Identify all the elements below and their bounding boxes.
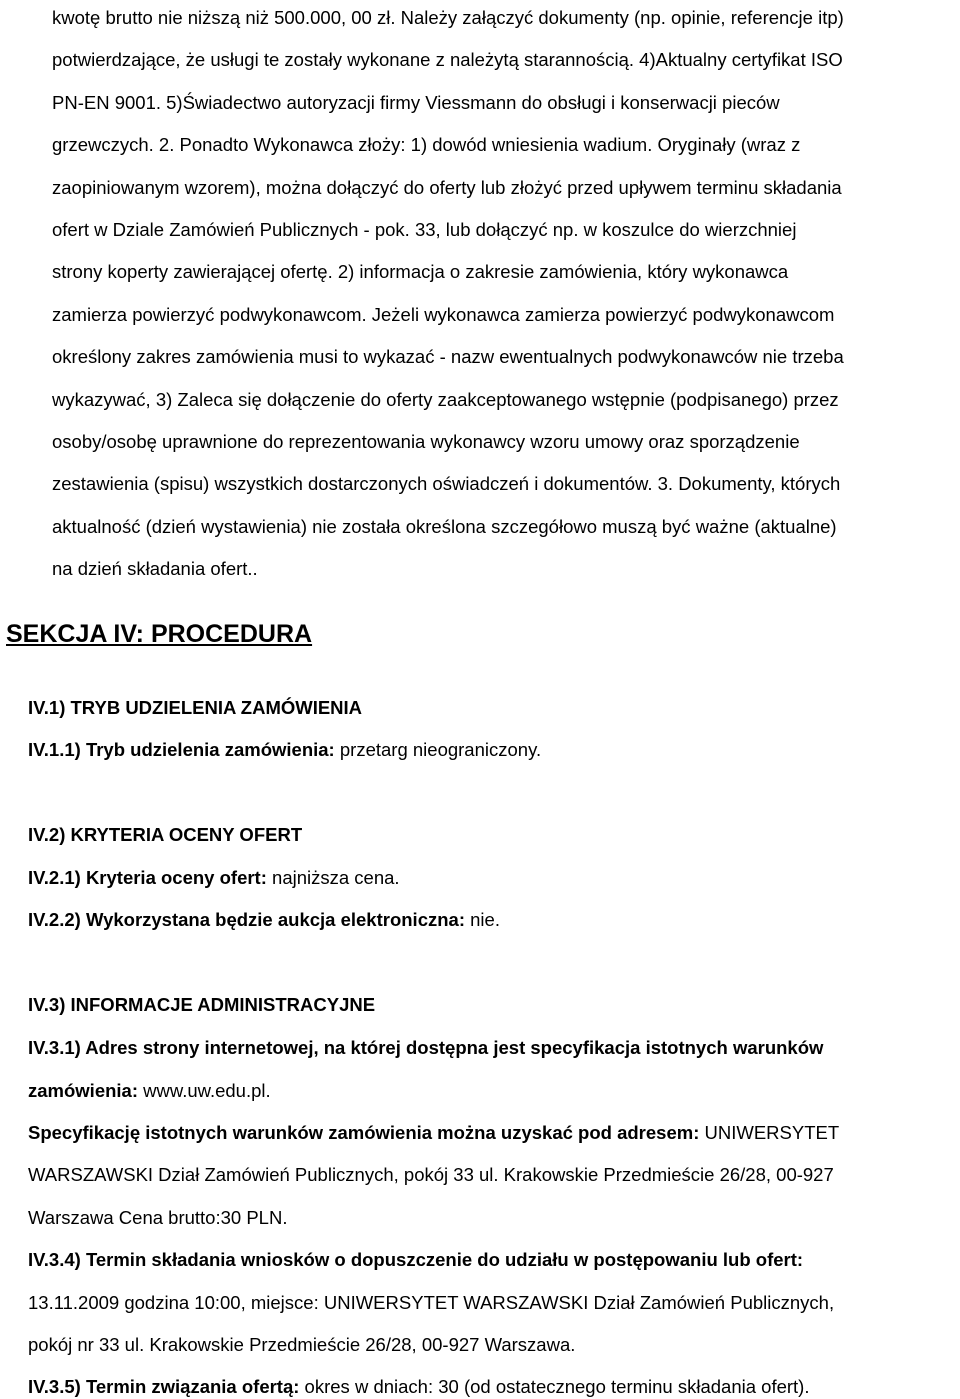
intro-line: zaopiniowanym wzorem), można dołączyć do oferty lub złożyć przed upływem terminu składania	[52, 176, 842, 198]
intro-line: określony zakres zamówienia musi to wykazać - nazw ewentualnych podwykonawców nie trzeba	[52, 346, 844, 368]
intro-line: osoby/osobę uprawnione do reprezentowania wykonawcy wzoru umowy oraz sporządzenie	[52, 431, 800, 453]
iv1-heading: IV.1) TRYB UDZIELENIA ZAMÓWIENIA	[28, 697, 363, 718]
iv11-row	[28, 739, 541, 761]
intro-line: aktualność (dzień wystawienia) nie została określona szczegółowo muszą być ważne (aktualne)	[52, 515, 837, 537]
spec-value-line3: Warszawa Cena brutto:30 PLN.	[28, 1207, 288, 1228]
iv21-value: najniższa cena.	[266, 867, 400, 888]
iv22-row	[28, 909, 500, 931]
intro-line: PN-EN 9001. 5)Świadectwo autoryzacji firmy Viessmann do obsługi i konserwacji pieców	[52, 91, 780, 113]
iv22-value: nie.	[465, 909, 500, 930]
iv31-label-line2: zamówienia:	[28, 1080, 138, 1101]
intro-line: potwierdzające, że usługi te zostały wykonane z należytą starannością. 4)Aktualny certyfikat ISO	[52, 49, 843, 71]
iv11-label: IV.1.1) Tryb udzielenia zamówienia:	[28, 739, 335, 760]
intro-line: zestawienia (spisu) wszystkich dostarczonych oświadczeń i dokumentów. 3. Dokumenty, których	[52, 473, 841, 495]
intro-line: na dzień składania ofert..	[52, 558, 258, 580]
spec-value-line2: WARSZAWSKI Dział Zamówień Publicznych, pokój 33 ul. Krakowskie Przedmieście 26/28, 00-927	[28, 1164, 834, 1185]
intro-paragraph	[52, 0, 960, 591]
intro-line: ofert w Dziale Zamówień Publicznych - pok. 33, lub dołączyć np. w koszulce do wierzchniej	[52, 219, 797, 241]
iv2-heading: IV.2) KRYTERIA OCENY OFERT	[28, 824, 303, 845]
iv34-label: IV.3.4) Termin składania wniosków o dopuszczenie do udziału w postępowaniu lub ofert:	[28, 1249, 804, 1270]
intro-line: zamierza powierzyć podwykonawcom. Jeżeli wykonawca zamierza powierzyć podwykonawcom	[52, 303, 835, 325]
spec-value-line1: UNIWERSYTET	[699, 1122, 840, 1143]
spec-row	[28, 1122, 839, 1144]
iv31-label-line1: IV.3.1) Adres strony internetowej, na której dostępna jest specyfikacja istotnych warunków	[28, 1037, 824, 1058]
section-title: SEKCJA IV: PROCEDURA	[6, 620, 313, 648]
iv34-value-line2: pokój nr 33 ul. Krakowskie Przedmieście 26/28, 00-927 Warszawa.	[28, 1334, 576, 1355]
intro-line: grzewczych. 2. Ponadto Wykonawca złoży: 1) dowód wniesienia wadium. Oryginały (wraz z	[52, 134, 801, 156]
spec-label: Specyfikację istotnych warunków zamówienia można uzyskać pod adresem:	[28, 1122, 700, 1143]
iv31-row	[28, 1080, 271, 1102]
iv31-value: www.uw.edu.pl.	[138, 1080, 271, 1101]
iv35-label: IV.3.5) Termin związania ofertą:	[28, 1376, 300, 1397]
iv21-row	[28, 867, 400, 889]
intro-line: strony koperty zawierającej ofertę. 2) informacja o zakresie zamówienia, który wykonawca	[52, 261, 789, 283]
iv22-label: IV.2.2) Wykorzystana będzie aukcja elektroniczna:	[28, 909, 465, 930]
iv35-row	[28, 1376, 809, 1398]
iv21-label: IV.2.1) Kryteria oceny ofert:	[28, 867, 267, 888]
intro-line: wykazywać, 3) Zaleca się dołączenie do oferty zaakceptowanego wstępnie (podpisanego) przez	[52, 388, 839, 410]
iv11-value: przetarg nieograniczony.	[334, 739, 542, 760]
iv34-value-line1: 13.11.2009 godzina 10:00, miejsce: UNIWERSYTET WARSZAWSKI Dział Zamówień Publicznych,	[28, 1292, 835, 1313]
intro-line: kwotę brutto nie niższą niż 500.000, 00 zł. Należy załączyć dokumenty (np. opinie, referencje itp)	[52, 7, 844, 28]
iv3-heading: IV.3) INFORMACJE ADMINISTRACYJNE	[28, 994, 376, 1015]
iv35-value: okres w dniach: 30 (od ostatecznego terminu składania ofert).	[299, 1376, 810, 1397]
